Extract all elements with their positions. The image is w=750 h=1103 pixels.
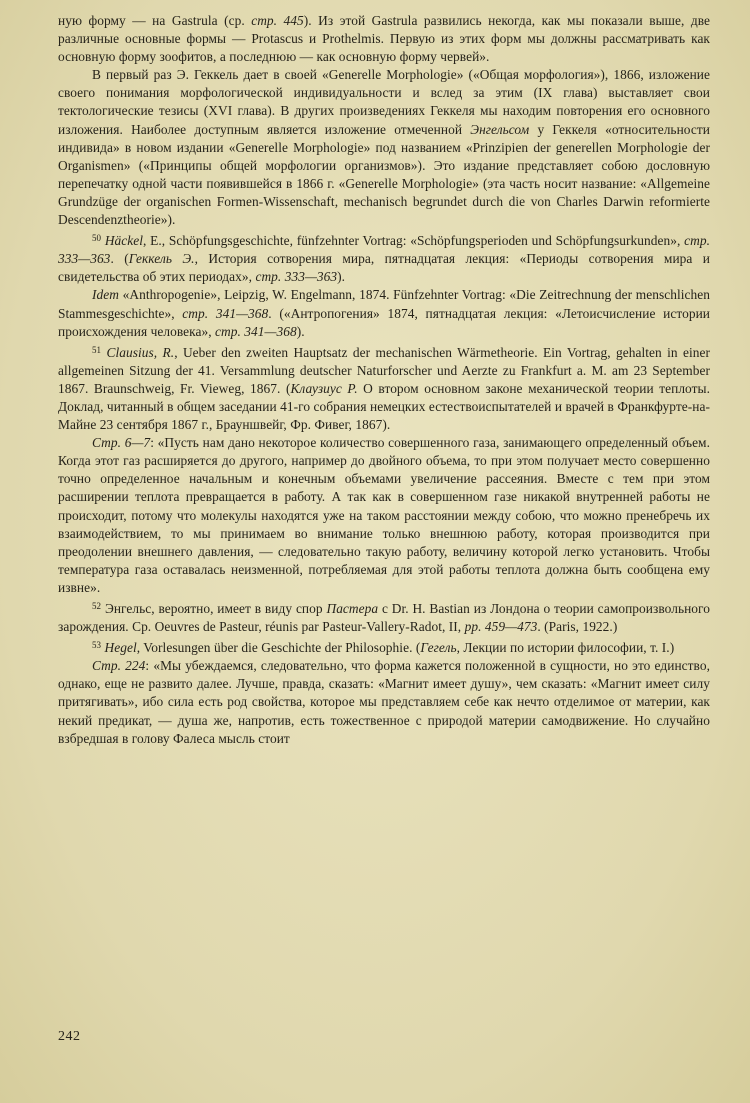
- italic-text: Hegel: [104, 640, 137, 656]
- text-run: . («Антропогения» 1874, пятнадцатая лекция: «Летоисчисление истории происхождения человека»,: [58, 305, 710, 339]
- page-number: 242: [58, 1029, 81, 1044]
- text-run: , Лекции по истории философии, т. I.): [456, 640, 675, 656]
- text-run: . (Paris, 1922.): [537, 619, 618, 635]
- text-run: ).: [337, 269, 346, 285]
- text-run: : «Мы убеждаемся, следовательно, что форма кажется положенной в сущности, но это единство, однако, еще не развито далее. Лучше, правда, сказать: «Магнит имеет душу», чем сказать: «Магнит имеет силу притягивать», ибо сила есть род свойства, которое мы представляем себе как нечто отделимое от материи, как некий предикат, — душа же, напротив, есть тожественное с природой материи самодвижение. Но случайно взбредшая в голову Фалеса мысль стоит: [58, 658, 710, 746]
- italic-text: стр. 341—368: [182, 305, 269, 321]
- text-run: , E., Schöpfungsgeschichte, fünfzehnter Vortrag: «Schöpfungsperioden und Schöpfungsurkunden»,: [143, 233, 685, 249]
- text-run: О втором основном законе механической теории теплоты. Доклад, читанный в общем заседании 41-го собрания немецких естествоиспытателей и врачей в Франкфурте-на-Майне 23 сентября 1867 г., Брауншвейг, Фр. Фивег, 1867).: [58, 380, 710, 433]
- paragraph: [58, 434, 710, 597]
- text-run: , Ueber den zweiten Hauptsatz der mechanischen Wärmetheorie. Ein Vortrag, gehalten in einer allgemeinen Sitzung der 41. Versammlung deutscher Naturforscher und Aerzte zu Frankfurt a. M. am 23 September 1867. Braunschweig, Fr. Vieweg, 1867. (: [58, 344, 711, 396]
- footnote-paragraph: [58, 636, 710, 657]
- note-number: 51: [92, 344, 102, 355]
- text-run: ную форму — на Gastrula (ср.: [58, 13, 252, 28]
- italic-text: Клаузиус Р.: [290, 380, 358, 396]
- paragraph: [58, 66, 710, 229]
- italic-text: Стр. 6—7: [92, 435, 151, 451]
- italic-text: Стр. 224: [92, 658, 146, 674]
- italic-text: Clausius, R.: [106, 344, 175, 360]
- italic-text: Idem: [92, 287, 119, 303]
- italic-text: стр. 333—363: [255, 269, 338, 285]
- italic-text: Гегель: [420, 640, 457, 656]
- italic-text: Энгельсом: [470, 121, 530, 137]
- text-run: Энгельс, вероятно, имеет в виду спор: [104, 601, 327, 616]
- text-run: В первый раз Э. Геккель дает в своей «Generelle Morphologie» («Общая морфология»), 1866, изложение своего понимания морфологической индивидуальности и вслед за этим (IX глава) выставляет свои тектологические тезисы (XVI глава). В других произведениях Геккеля мы находим повторения его основного изложения. Наиболее доступным является изложение отмеченной: [58, 67, 710, 137]
- text-run: : «Пусть нам дано некоторое количество совершенного газа, занимающего определенный объем. Когда этот газ расширяется до другого, например до двойного объема, то при этом получает место совершенно точно определенное начальным и конечным объемами увеличение рассеяния. Вместе с тем при этом расширении теплота превращается в работу. А так как в совершенном газе никакой внутренней работы не происходит, потому что молекулы находятся уже на таком расстоянии между собою, что можно пренебречь их взаимодействием, то мы принимаем во внимание только внешнюю работу, которая производится при преодолении внешнего давления, — следовательно такую работу, величину которой легко установить. Чтобы температура газа оставалась неизменной, потребляемая для этой работы теплота должна быть сообщена ему извне».: [58, 435, 710, 595]
- paragraph: [58, 657, 710, 747]
- italic-text: стр. 333—363: [58, 233, 710, 267]
- page-text: [58, 12, 710, 748]
- italic-text: pp. 459—473: [464, 619, 538, 635]
- text-run: ).: [296, 323, 305, 339]
- text-run: у Геккеля «относительности индивида» в новом издании «Generelle Morphologie» под названием «Prinzipien der generellen Morphologie der Organismen» («Принципы общей морфологии организмов»). Это издание представляет собою дословную перепечатку одной части появившейся в 1866 г. «Generelle Morphologie» (эта часть носит название: «Allgemeine Grundzüge der organischen Formen-Wissenschaft, mechanisch begrundet durch die von Charles Darwin reformierte Descendenztheorie»).: [58, 121, 710, 228]
- text-run: , Vorlesungen über die Geschichte der Philosophie. (: [136, 640, 421, 656]
- text-run: с Dr. H. Bastian из Лондона о теории самопроизвольного зарождения. Ср. Oeuvres de Pasteur, réunis par Pasteur-Vallery-Radot, II,: [58, 601, 711, 635]
- note-number: 50: [92, 233, 102, 244]
- text-run: , История сотворения мира, пятнадцатая лекция: «Периоды сотворения мира и свидетельства об этих периодах»,: [58, 251, 710, 285]
- paragraph: [58, 12, 710, 66]
- text-run: «Anthropogenie», Leipzig, W. Engelmann, 1874. Fünfzehnter Vortrag: «Die Zeitrechnung der menschlichen Stammesgeschichte»,: [58, 287, 710, 321]
- footnote-paragraph: [58, 229, 710, 286]
- note-number: 53: [92, 640, 102, 651]
- italic-text: Häckel: [104, 233, 144, 249]
- text-run: ). Из этой Gastrula развились некогда, как мы показали выше, две различные основные формы — Protascus и Prothelmis. Первую из этих форм мы должны рассматривать как основную форму зоофитов, а последнюю — как основную форму червей».: [58, 13, 710, 65]
- text-run: . (: [110, 251, 129, 267]
- italic-text: Геккель Э.: [128, 251, 195, 267]
- italic-text: Пастера: [326, 601, 379, 616]
- footnote-paragraph: [58, 597, 710, 636]
- paragraph: [58, 286, 710, 340]
- italic-text: стр. 445: [251, 13, 304, 28]
- footnote-paragraph: [58, 341, 710, 434]
- note-number: 52: [92, 601, 102, 611]
- italic-text: стр. 341—368: [215, 323, 297, 339]
